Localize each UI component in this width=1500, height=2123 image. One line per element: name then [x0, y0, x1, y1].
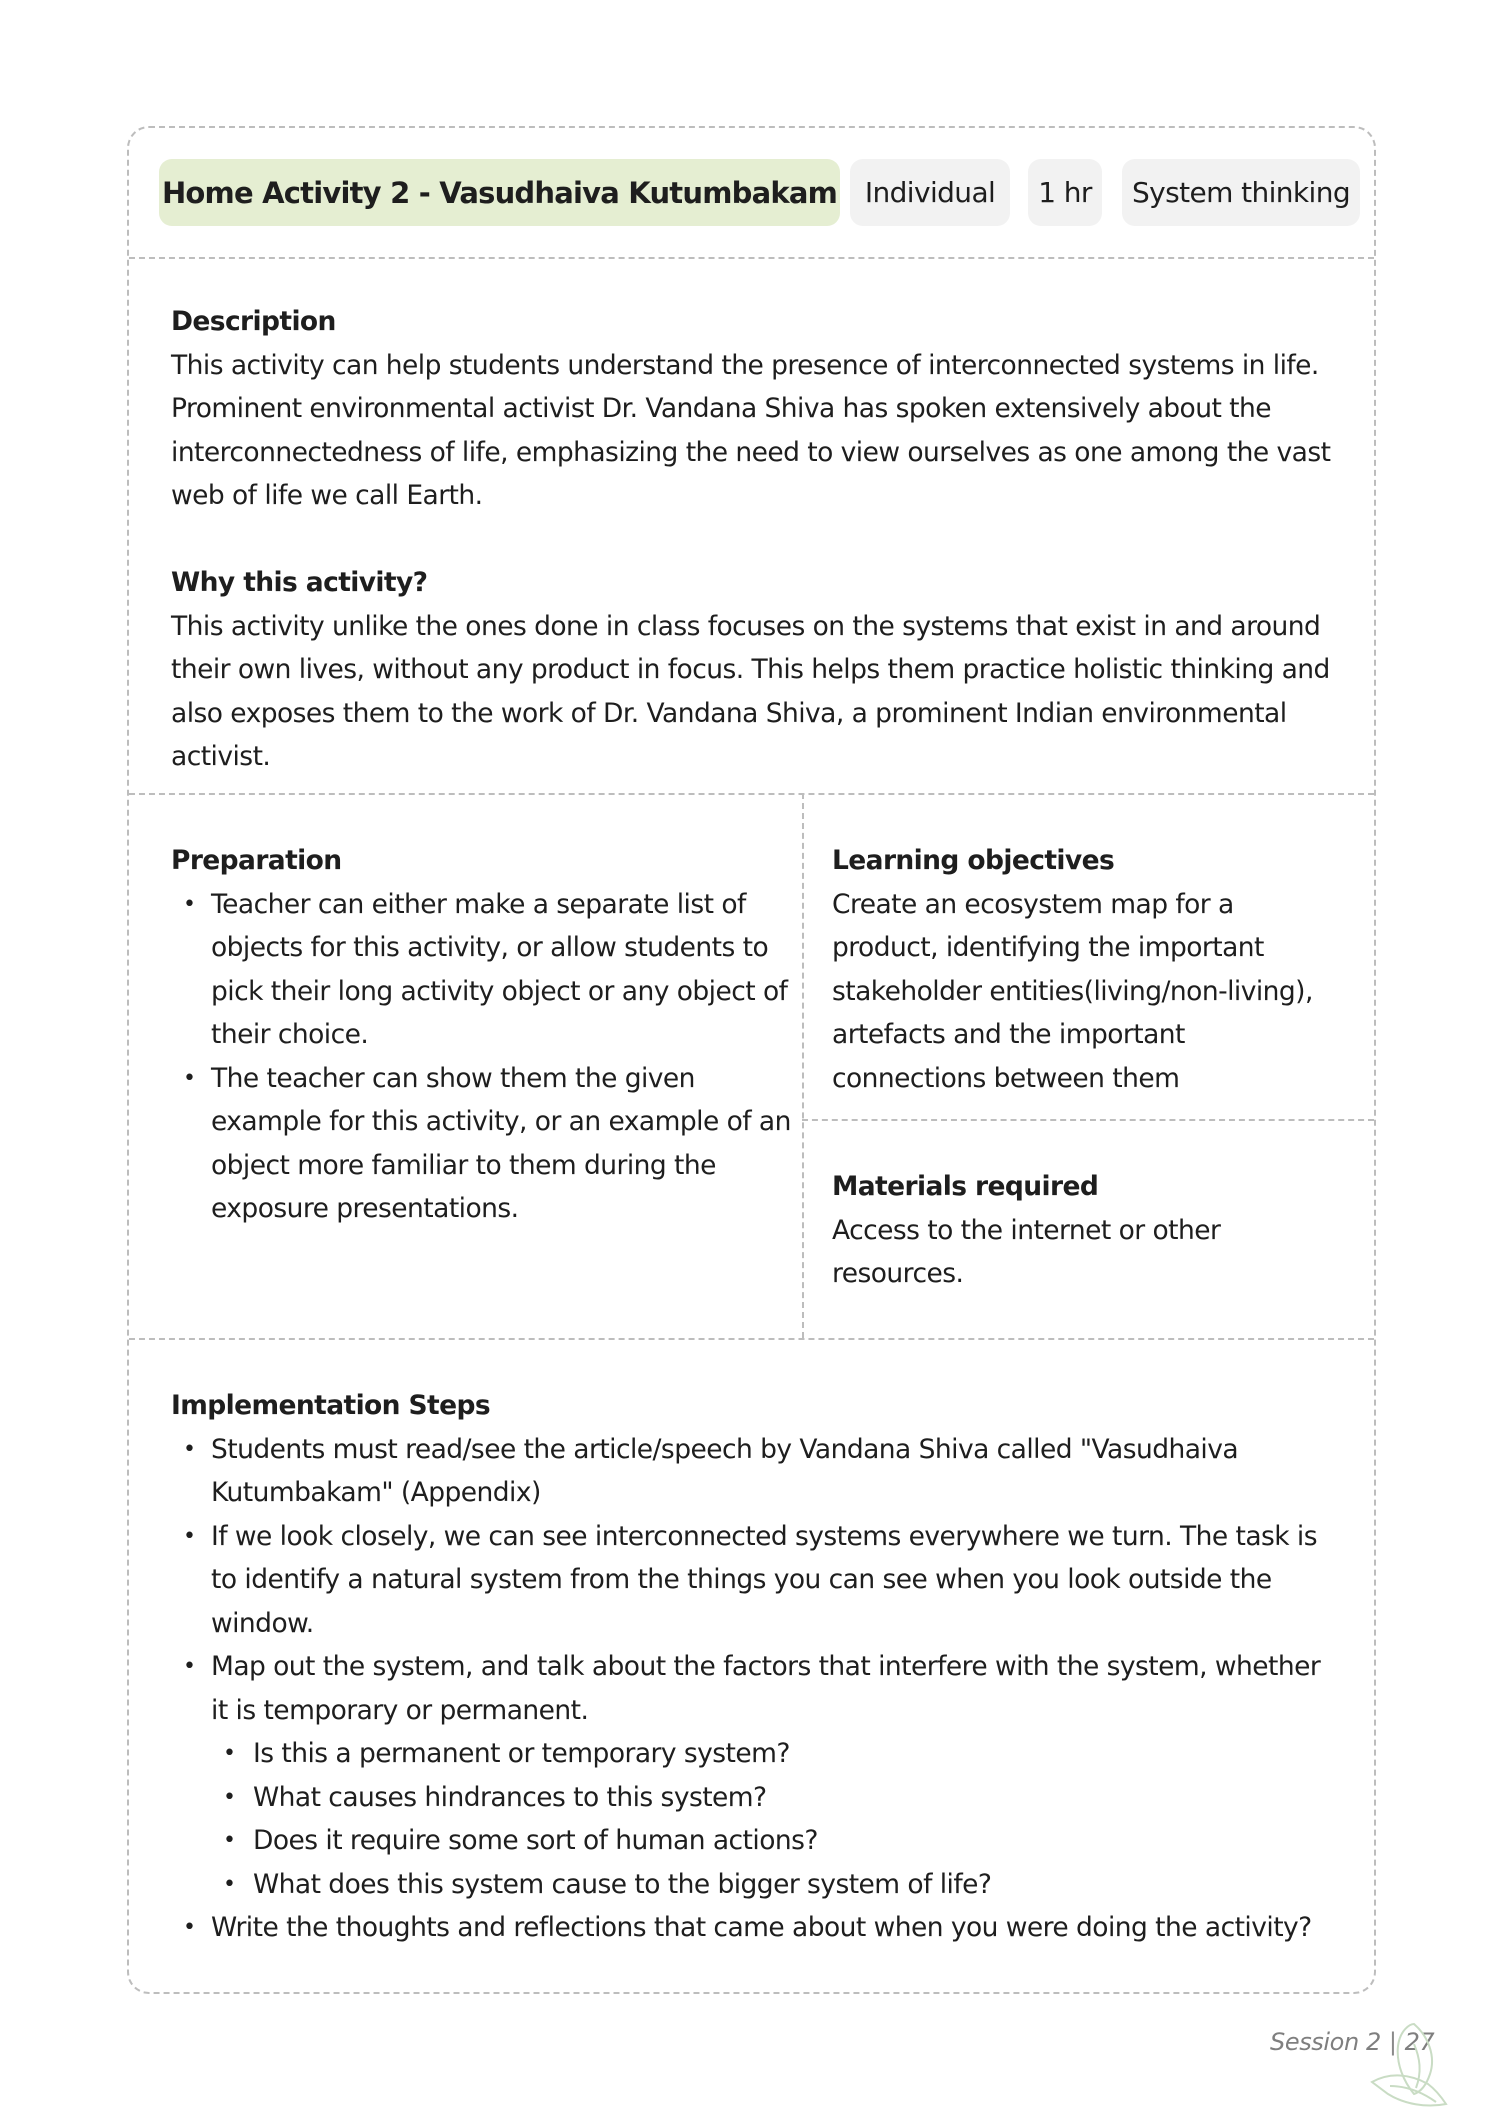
activity-title: Home Activity 2 - Vasudhaiva Kutumbakam: [159, 159, 840, 226]
implementation-subitem: • Is this a permanent or temporary system?: [211, 1732, 1341, 1776]
preparation-item: • The teacher can show them the given example for this activity, or an example of an object more familiar to them during the exposure presentations.: [171, 1057, 791, 1231]
implementation-item: [171, 1645, 1341, 1906]
learning-objectives-heading: Learning objectives: [832, 845, 1115, 876]
session-label: Session 2: [1270, 2028, 1381, 2056]
section-divider-1: [129, 793, 1374, 795]
preparation-item: • Teacher can either make a separate list of objects for this activity, or allow students to pick their long activity object or any object of their choice.: [171, 883, 791, 1057]
footer-separator: |: [1388, 2028, 1397, 2056]
implementation-sublist: [211, 1732, 1341, 1906]
description-section: [171, 300, 1331, 779]
leaf-icon: [1370, 2022, 1495, 2117]
column-divider: [802, 793, 804, 1338]
materials-text: Access to the internet or other resources.: [832, 1214, 1221, 1289]
preparation-list: [171, 883, 791, 1231]
implementation-item: • If we look closely, we can see interconnected systems everywhere we turn. The task is to identify a natural system from the things you can see when you look outside the window.: [171, 1515, 1341, 1646]
description-text: This activity can help students understand the presence of interconnected systems in life. Prominent environmental activist Dr. Vandana Shiva has spoken extensively about the interconnectedness of life, emphasizing the need to view ourselves as one among the vast web of life we call Earth.: [171, 349, 1331, 511]
preparation-heading: Preparation: [171, 845, 342, 876]
implementation-section: [171, 1384, 1341, 1950]
implementation-item-text: Map out the system, and talk about the factors that interfere with the system, whether it is temporary or permanent.: [211, 1651, 1321, 1726]
description-heading: Description: [171, 306, 336, 337]
implementation-subitem: • What causes hindrances to this system?: [211, 1776, 1341, 1820]
implementation-subitem: • What does this system cause to the bigger system of life?: [211, 1863, 1341, 1907]
why-heading: Why this activity?: [171, 567, 428, 598]
why-text: This activity unlike the ones done in class focuses on the systems that exist in and around their own lives, without any product in focus. This helps them practice holistic thinking and also exposes them to the work of Dr. Vandana Shiva, a prominent Indian environmental activist.: [171, 610, 1330, 772]
preparation-section: [171, 839, 791, 1231]
tag-skill: System thinking: [1122, 159, 1360, 226]
header-divider: [129, 257, 1374, 259]
implementation-subitem: • Does it require some sort of human actions?: [211, 1819, 1341, 1863]
implementation-heading: Implementation Steps: [171, 1390, 491, 1421]
learning-objectives-section: [832, 839, 1342, 1100]
tag-mode: Individual: [850, 159, 1010, 226]
implementation-item: • Write the thoughts and reflections that came about when you were doing the activity?: [171, 1906, 1341, 1950]
right-column-divider: [802, 1119, 1374, 1121]
tag-duration: 1 hr: [1028, 159, 1102, 226]
section-divider-2: [129, 1338, 1374, 1340]
implementation-item: • Students must read/see the article/speech by Vandana Shiva called "Vasudhaiva Kutumbakam" (Appendix): [171, 1428, 1341, 1515]
materials-section: [832, 1165, 1342, 1296]
activity-card: [127, 126, 1376, 1994]
page-number: 27: [1404, 2028, 1435, 2056]
materials-heading: Materials required: [832, 1171, 1099, 1202]
learning-objectives-text: Create an ecosystem map for a product, identifying the important stakeholder entities(living/non-living), artefacts and the important connections between them: [832, 888, 1313, 1094]
implementation-list: [171, 1428, 1341, 1950]
